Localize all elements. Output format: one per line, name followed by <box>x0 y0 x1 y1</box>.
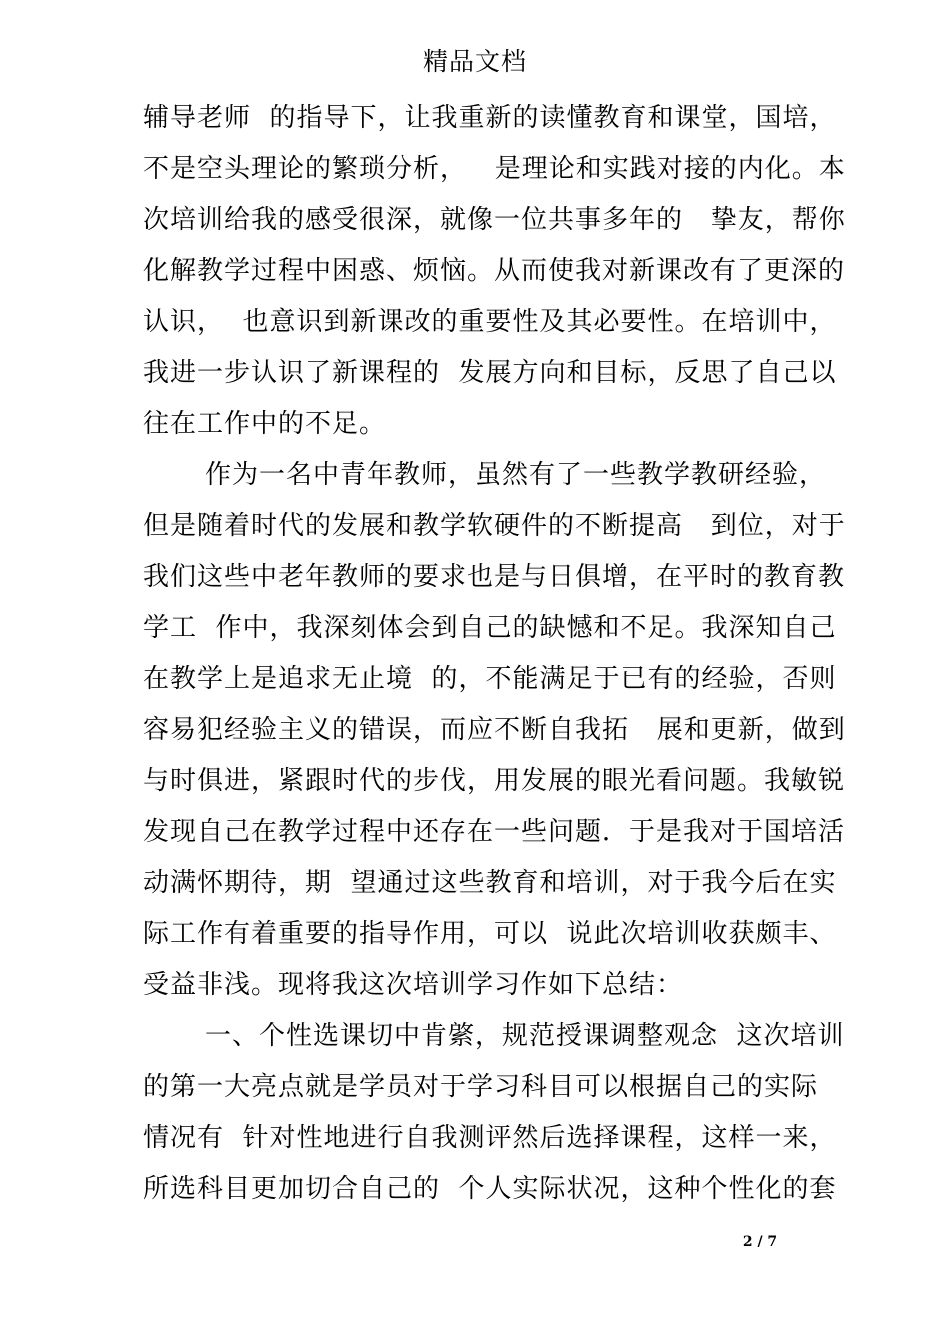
page-number: 2 / 7 <box>742 1234 778 1250</box>
body-line: 与时俱进，紧跟时代的步伐，用发展的眼光看问题。我敏锐 <box>143 766 846 796</box>
body-line: 我们这些中老年教师的要求也是与日俱增，在平时的教育教 <box>143 562 846 592</box>
body-line: 学工 作中，我深刻体会到自己的缺憾和不足。我深知自己 <box>143 613 837 643</box>
body-line: 际工作有着重要的指导作用，可以 说此次培训收获颇丰、 <box>143 919 837 949</box>
body-line: 发现自己在教学过程中还存在一些问题．于是我对于国培活 <box>143 817 846 847</box>
body-line: 在教学上是追求无止境 的，不能满足于已有的经验，否则 <box>143 664 837 694</box>
body-line: 化解教学过程中困惑、烦恼。从而使我对新课改有了更深的 <box>143 256 846 286</box>
body-line: 不是空头理论的繁琐分析， 是理论和实践对接的内化。本 <box>143 154 846 184</box>
body-line: 但是随着时代的发展和教学软硬件的不断提高 到位，对于 <box>143 511 846 541</box>
page-header-title: 精品文档 <box>422 47 527 76</box>
body-line: 动满怀期待，期 望通过这些教育和培训，对于我今后在实 <box>143 868 837 898</box>
body-line: 受益非浅。现将我这次培训学习作如下总结： <box>143 970 684 1000</box>
body-line: 容易犯经验主义的错误，而应不断自我拓 展和更新，做到 <box>143 715 846 745</box>
paragraph-first-line: 作为一名中青年教师，虽然有了一些教学教研经验， <box>205 460 827 490</box>
document-body <box>143 93 846 1215</box>
paragraph-first-line: 一、个性选课切中肯綮，规范授课调整观念 这次培训 <box>205 1021 845 1051</box>
body-line: 次培训给我的感受很深，就像一位共事多年的 挚友，帮你 <box>143 205 846 235</box>
body-line: 往在工作中的不足。 <box>143 409 387 439</box>
body-line: 我进一步认识了新课程的 发展方向和目标，反思了自己以 <box>143 358 837 388</box>
body-line: 情况有 针对性地进行自我测评然后选择课程，这样一来， <box>143 1123 837 1153</box>
body-line: 认识， 也意识到新课改的重要性及其必要性。在培训中， <box>143 307 837 337</box>
body-line: 的第一大亮点就是学员对于学习科目可以根据自己的实际 <box>143 1072 819 1102</box>
body-line: 所选科目更加切合自己的 个人实际状况，这种个性化的套 <box>143 1174 837 1204</box>
body-line: 辅导老师 的指导下，让我重新的读懂教育和课堂，国培， <box>143 103 837 133</box>
